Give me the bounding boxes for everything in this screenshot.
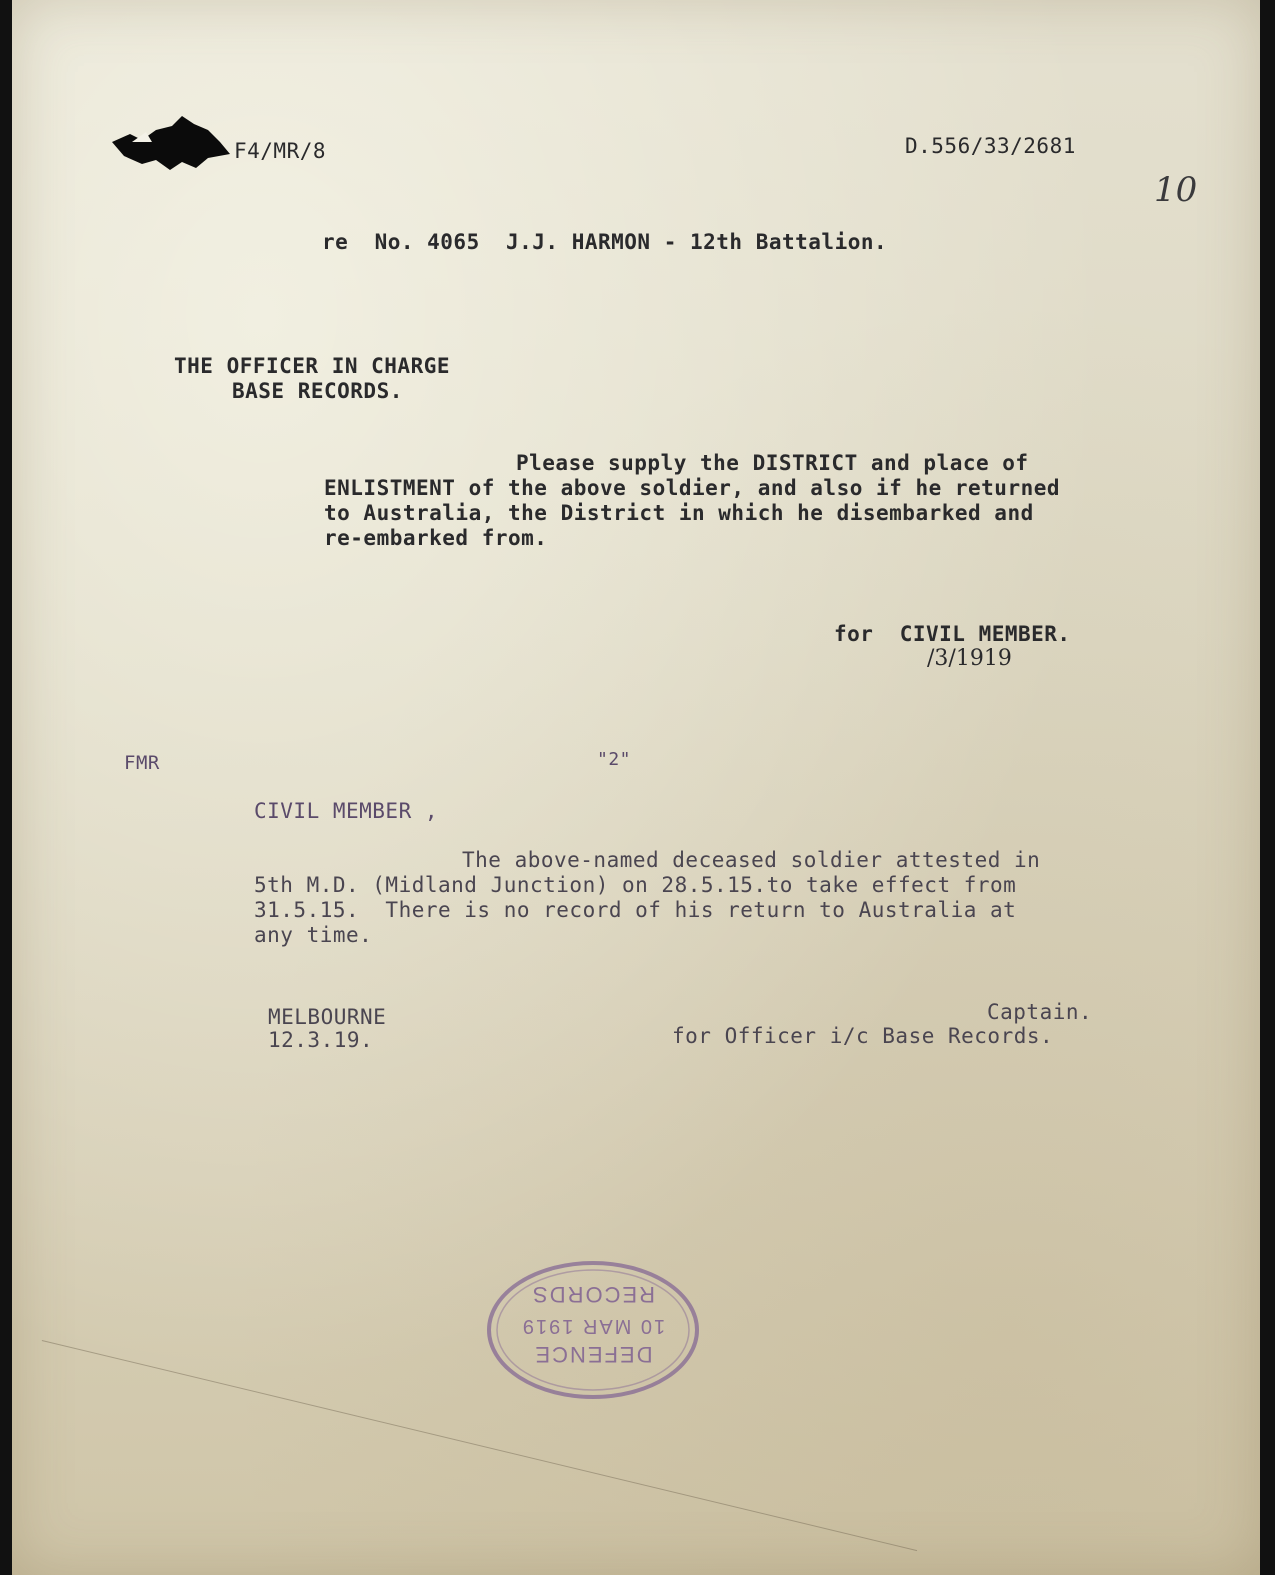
signoff-for-civil-member: for CIVIL MEMBER. [834, 622, 1071, 646]
torn-corner [112, 112, 232, 176]
addressee-line-2: BASE RECORDS. [232, 379, 403, 403]
reply-line-2: 5th M.D. (Midland Junction) on 28.5.15.to take effect from [254, 873, 1017, 897]
request-line-4: re-embarked from. [324, 526, 548, 550]
paper-fold-crease [42, 1340, 917, 1551]
signoff-date: /3/1919 [927, 646, 1012, 671]
stamp-bottom-text: RECORDS [530, 1282, 656, 1307]
subject-line: re No. 4065 J.J. HARMON - 12th Battalion. [322, 230, 888, 254]
addressee-line-1: THE OFFICER IN CHARGE [174, 354, 451, 378]
reply-line-3: 31.5.15. There is no record of his return to Australia at [254, 898, 1017, 922]
stamp-date-text: 10 MAR 1919 [520, 1315, 666, 1337]
margin-folio-mark [1152, 165, 1202, 210]
reference-left: F4/MR/8 [234, 139, 327, 163]
document-page [12, 0, 1260, 1575]
closing-place: MELBOURNE [268, 1005, 387, 1029]
closing-for-officer: for Officer i/c Base Records. [672, 1024, 1054, 1048]
reply-number: "2" [597, 749, 632, 770]
request-line-2: ENLISTMENT of the above soldier, and also if he returned [324, 476, 1061, 500]
closing-date: 12.3.19. [268, 1028, 374, 1052]
margin-folio-text: 10 [1154, 170, 1198, 210]
stamp-top-text: DEFENCE [533, 1342, 653, 1367]
records-date-stamp [482, 1255, 704, 1405]
reply-initials: FMR [124, 752, 160, 774]
request-line-1: Please supply the DISTRICT and place of [516, 451, 1029, 475]
reply-line-1: The above-named deceased soldier attested in [462, 848, 1041, 872]
reference-right: D.556/33/2681 [905, 134, 1076, 158]
reply-salutation: CIVIL MEMBER , [254, 799, 439, 823]
request-line-3: to Australia, the District in which he disembarked and [324, 501, 1034, 525]
closing-rank: Captain. [987, 1000, 1093, 1024]
reply-line-4: any time. [254, 923, 373, 947]
